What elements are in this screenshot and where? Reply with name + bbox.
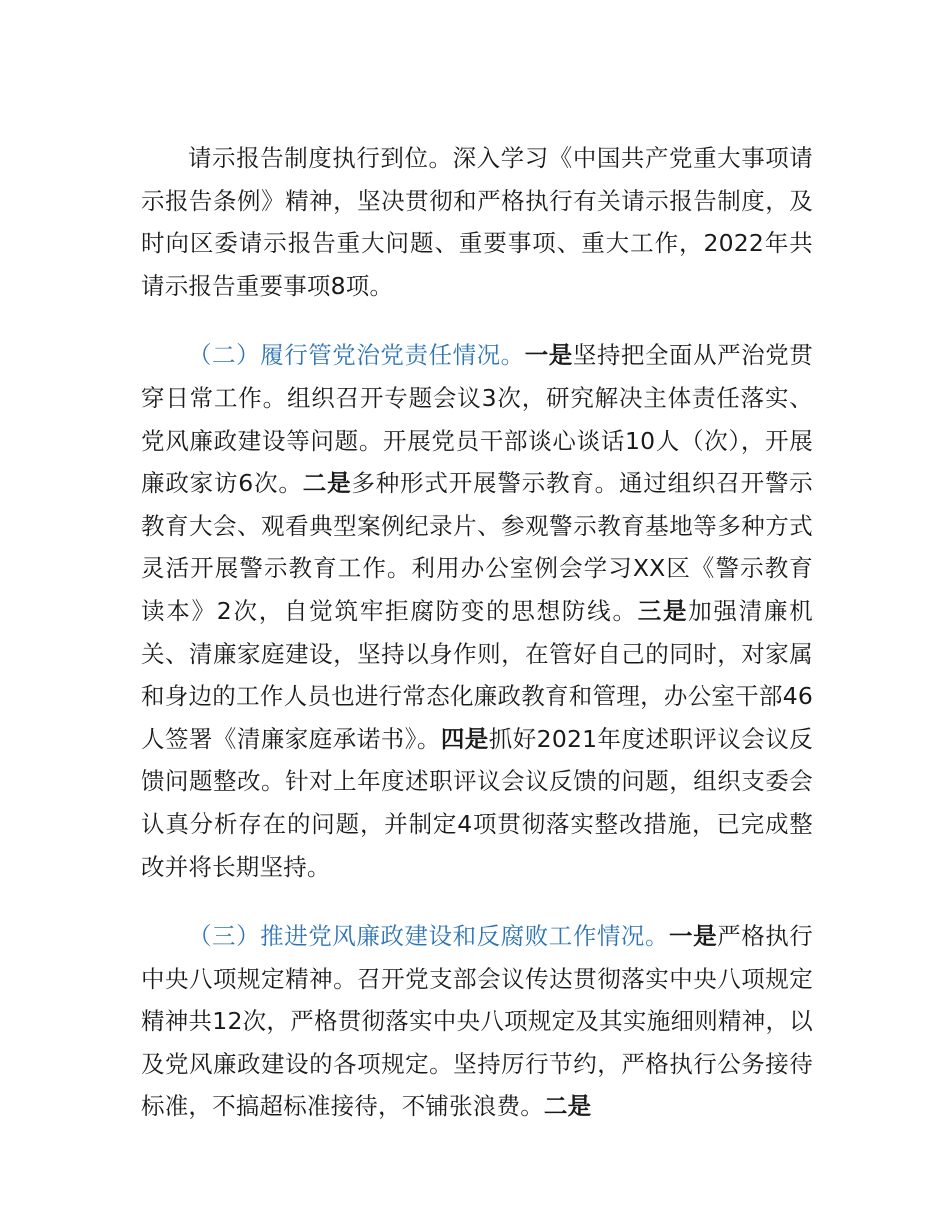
point-1-text: 坚持把全面从严治党贯穿日常工作。组织召开专题会议3次，研究解决主体责任落实、党风廉政建设等问题。开展党员干部谈心谈话10人（次），开展廉政家访6次。 (141, 341, 813, 498)
point-2-marker: 二是 (543, 1092, 592, 1121)
point-1-marker: 一是 (669, 922, 718, 951)
section-heading-2: （二）履行管党治党责任情况。 (188, 341, 525, 370)
point-3-text: 加强清廉机关、清廉家庭建设，坚持以身作则，在管好自己的同时，对家属和身边的工作人员也进行常态化廉政教育和管理，办公室干部46人签署《清廉家庭承诺书》。 (141, 596, 814, 753)
paragraph-text: 请示报告制度执行到位。深入学习《中国共产党重大事项请示报告条例》精神，坚决贯彻和严格执行有关请示报告制度，及时向区委请示报告重大问题、重要事项、重大工作，2022年共请示报告重要事项8项。 (141, 144, 813, 300)
paragraph-report-system (141, 137, 813, 307)
point-2-text: 多种形式开展警示教育。通过组织召开警示教育大会、观看典型案例纪录片、参观警示教育基地等多种方式灵活开展警示教育工作。利用办公室例会学习XX区《警示教育读本》2次，自觉筑牢拒腐防变的思想防线。 (141, 469, 813, 625)
document-body (141, 137, 813, 1128)
point-3-marker: 三是 (637, 596, 689, 625)
point-4-text: 抓好2021年度述职评议会议反馈问题整改。针对上年度述职评议会议反馈的问题，组织支委会认真分析存在的问题，并制定4项贯彻落实整改措施，已完成整改并将长期坚持。 (141, 724, 813, 881)
section-heading-3: （三）推进党风廉政建设和反腐败工作情况。 (188, 922, 670, 951)
paragraph-party-governance (141, 334, 813, 888)
point-2-marker: 二是 (302, 469, 352, 498)
point-4-marker: 四是 (440, 724, 489, 753)
point-1-marker: 一是 (524, 341, 573, 370)
paragraph-anti-corruption (141, 915, 813, 1128)
point-1-text: 严格执行中央八项规定精神。召开党支部会议传达贯彻落实中央八项规定精神共12次，严格贯彻落实中央八项规定及其实施细则精神，以及党风廉政建设的各项规定。坚持厉行节约，严格执行公务接待标准，不搞超标准接待，不铺张浪费。 (141, 922, 813, 1121)
